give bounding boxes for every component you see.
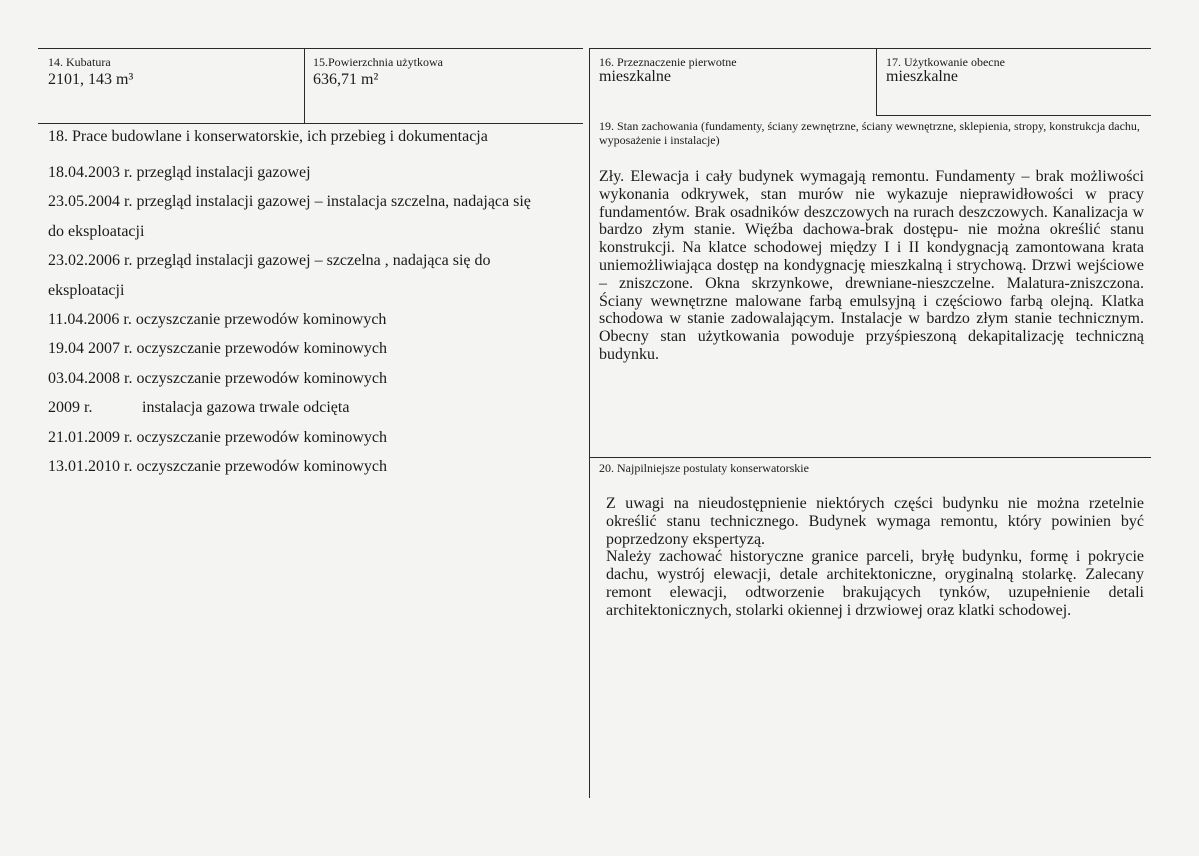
- list-item: 23.05.2004 r. przegląd instalacji gazowej – instalacja szczelna, nadająca się: [48, 193, 531, 211]
- list-item: [48, 399, 568, 428]
- field-14-value: 2101, 143 m³: [48, 71, 134, 88]
- section-18-title: 18. Prace budowlane i konserwatorskie, ich przebieg i dokumentacja: [48, 128, 488, 145]
- list-item: eksploatacji: [48, 281, 125, 299]
- field-17-value: mieszkalne: [886, 68, 958, 85]
- field-15-label: 15.Powierzchnia użytkowa: [313, 55, 443, 69]
- entry-2009-text: instalacja gazowa trwale odcięta: [142, 399, 350, 417]
- section-20-text: [606, 495, 1144, 620]
- list-item: 18.04.2003 r. przegląd instalacji gazowej: [48, 164, 311, 181]
- list-item: 19.04 2007 r. oczyszczanie przewodów kominowych: [48, 340, 388, 358]
- list-item: 11.04.2006 r. oczyszczanie przewodów kominowych: [48, 310, 387, 328]
- list-item: 21.01.2009 r. oczyszczanie przewodów kominowych: [48, 428, 388, 446]
- field-16-value: mieszkalne: [599, 68, 671, 85]
- top-border-right: [589, 48, 1151, 49]
- center-divider: [589, 48, 590, 798]
- field-14-label: 14. Kubatura: [48, 55, 111, 69]
- section-18-entries: [48, 164, 568, 487]
- field-17-label: 17. Użytkowanie obecne: [886, 55, 1005, 69]
- section18-top-border: [38, 123, 583, 124]
- field-15-value: 636,71 m²: [313, 71, 379, 88]
- section-20-label: 20. Najpilniejsze postulaty konserwatorskie: [599, 461, 809, 475]
- section-20-paragraph-1: Z uwagi na nieudostępnienie niektórych części budynku nie można rzetelnie określić stanu technicznego. Budynek wymaga remontu, który powinien być poprzedzony ekspertyzą.: [606, 495, 1144, 548]
- section-19-paragraph: Zły. Elewacja i cały budynek wymagają remontu. Fundamenty – brak możliwości wykonania odkrywek, stan murów nie wykazuje nieprawidłowości w pracy fundamentów. Brak osadników deszczowych na rurach deszczowych. Kanalizacja w bardzo złym stanie. Więźba dachowa-brak dostępu- nie można określić stanu konstrukcji. Na klatce schodowej między I i II kondygnacją zamontowana krata uniemożliwiająca dostęp na kondygnację mieszkalną i strychową. Drzwi wejściowe – zniszczone. Okna skrzynkowe, drewniane-nieszczelne. Malatura-zniszczona. Ściany wewnętrzne malowane farbą emulsyjną i częściowo farbą olejną. Klatka schodowa w stanie zadowalającym. Instalacje w bardzo złym stanie technicznym. Obecny stan użytkowania powoduje przyśpieszoną dekapitalizację techniczną budynku.: [599, 168, 1144, 363]
- top-border-left: [38, 48, 583, 49]
- divider-16-17: [876, 48, 877, 115]
- section20-top-border: [589, 457, 1151, 458]
- list-item: do eksploatacji: [48, 222, 145, 240]
- section-19-text: [599, 168, 1144, 364]
- border-16-17-bottom: [876, 115, 1151, 116]
- field-16-label: 16. Przeznaczenie pierwotne: [599, 55, 737, 69]
- list-item: 03.04.2008 r. oczyszczanie przewodów kominowych: [48, 369, 388, 387]
- divider-14-15: [304, 48, 305, 123]
- section-20-paragraph-2: Należy zachować historyczne granice parceli, bryłę budynku, formę i pokrycie dachu, wystrój elewacji, detale architektoniczne, oryginalną stolarkę. Zalecany remont elewacji, odtworzenie brakujących tynków, uzupełnienie detali architektonicznych, stolarki okiennej i drzwiowej oraz klatki schodowej.: [606, 548, 1144, 619]
- entry-2009-date: 2009 r.: [48, 399, 93, 417]
- section-19-label: 19. Stan zachowania (fundamenty, ściany zewnętrzne, ściany wewnętrzne, sklepienia, stropy, konstrukcja dachu, wyposażenie i instalacje): [599, 119, 1140, 147]
- list-item: 23.02.2006 r. przegląd instalacji gazowej – szczelna , nadająca się do: [48, 252, 491, 270]
- list-item: 13.01.2010 r. oczyszczanie przewodów kominowych: [48, 457, 388, 475]
